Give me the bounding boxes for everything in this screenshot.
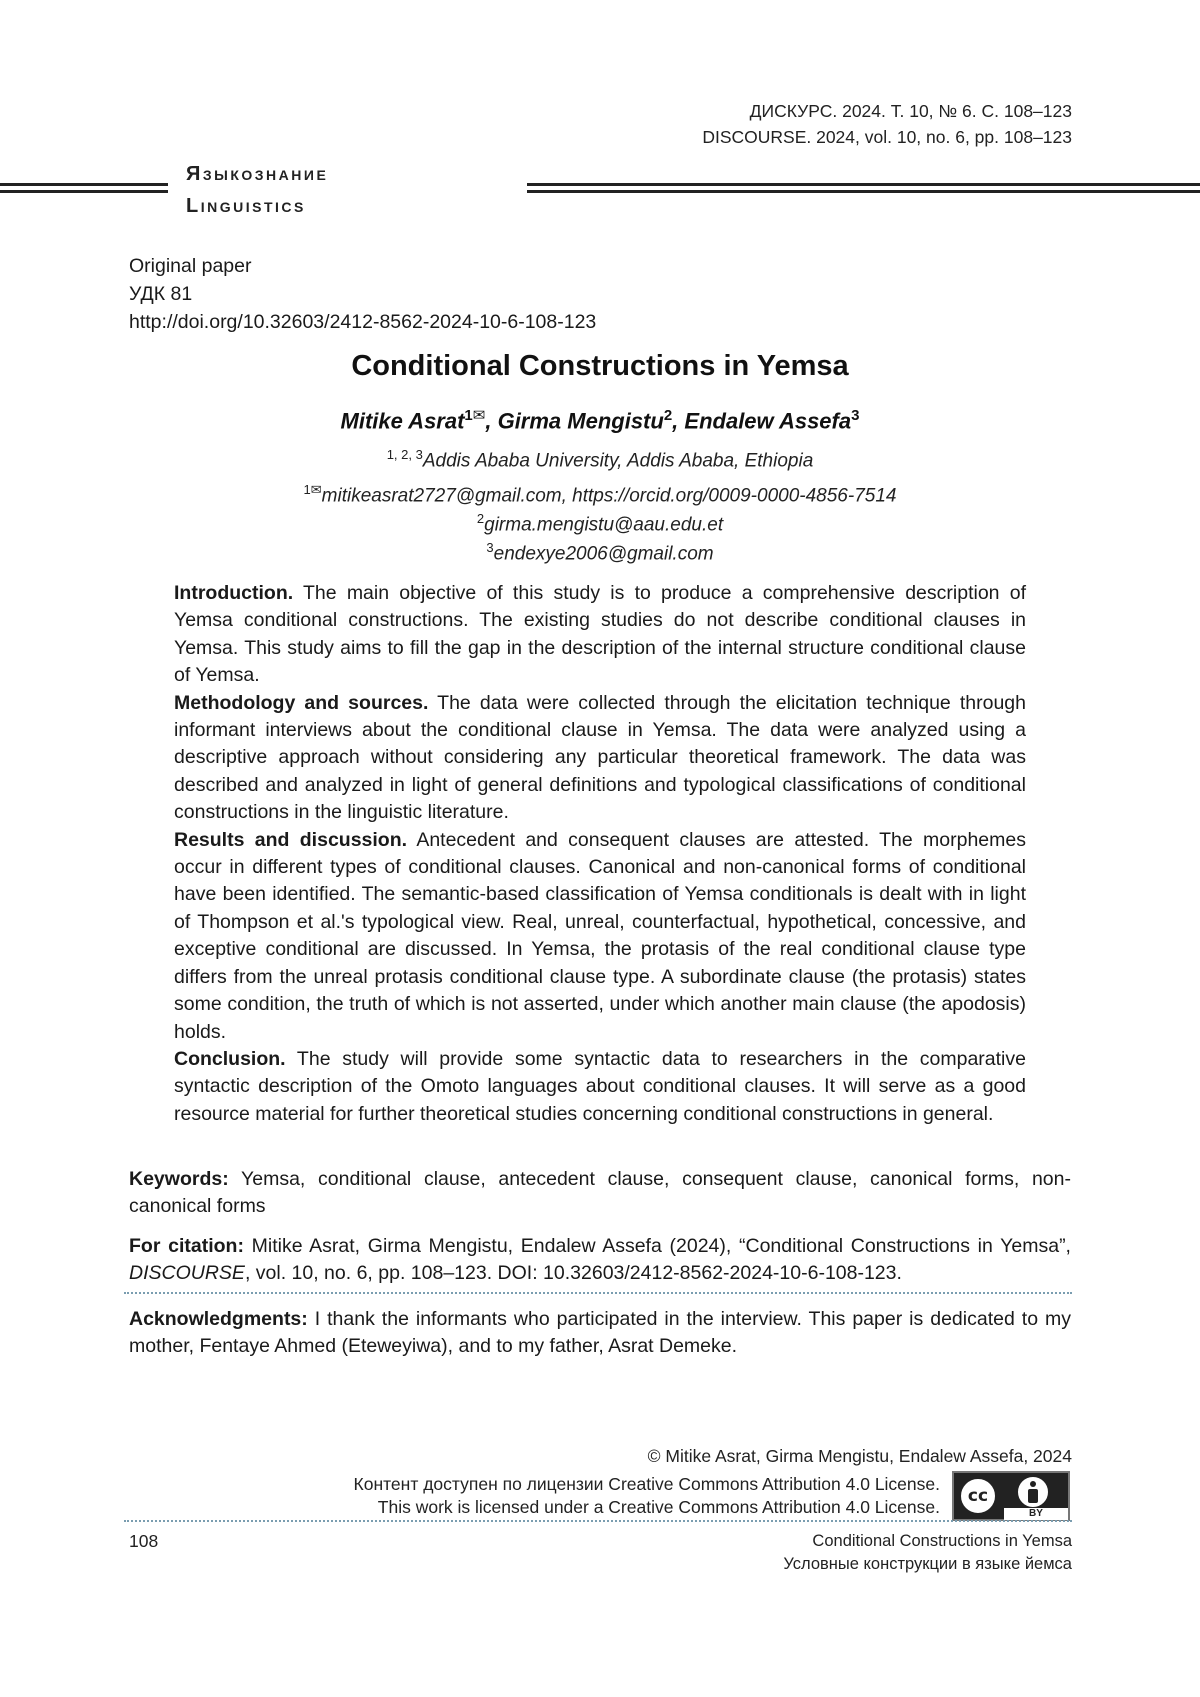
author-2-marker: 2	[663, 407, 673, 424]
author-2-contact	[0, 511, 1200, 536]
page-number: 108	[129, 1531, 159, 1551]
email-2-link[interactable]: girma.mengistu@aau.edu.et	[484, 514, 724, 536]
author-1: Mitike Asrat	[340, 408, 465, 434]
acknowledgments-label: Acknowledgments:	[129, 1308, 308, 1330]
abstract-conclusion	[174, 1046, 1026, 1128]
keywords-text: Yemsa, conditional clause, antecedent clause, consequent clause, canonical forms, non-canonical forms	[129, 1168, 1071, 1217]
citation	[129, 1233, 1071, 1287]
paper-title: Conditional Constructions in Yemsa	[351, 350, 849, 382]
citation-divider	[124, 1292, 1072, 1294]
author-separator: ,	[672, 408, 685, 434]
results-label: Results and discussion.	[174, 828, 408, 851]
abstract	[174, 580, 1026, 1128]
affiliation	[0, 447, 1200, 472]
citation-text-b: , vol. 10, no. 6, pp. 108–123. DOI: 10.32603/2412-8562-2024-10-6-108-123.	[244, 1262, 902, 1284]
by-label: BY	[1004, 1508, 1068, 1520]
cc-by-license-badge[interactable]	[952, 1471, 1070, 1521]
author-list	[0, 406, 1200, 434]
running-title-en: Conditional Constructions in Yemsa	[812, 1532, 1072, 1550]
section-heading	[186, 158, 328, 222]
author-3: Endalew Assefa	[684, 408, 852, 434]
conclusion-text: The study will provide some syntactic data to researchers in the comparative syntactic description of the Omoto languages about conditional clauses. It will serve as a good resource material for further theoretical studies concerning conditional constructions in general.	[174, 1047, 1026, 1125]
journal-ru: ДИСКУРС. 2024. Т. 10, № 6. С. 108–123	[749, 101, 1072, 121]
email-1-link[interactable]: mitikeasrat2727@gmail.com, https://orcid.org/0009-0000-4856-7514	[321, 485, 897, 507]
citation-text-a: Mitike Asrat, Girma Mengistu, Endalew Assefa (2024), “Conditional Constructions in Yemsa”,	[243, 1235, 1071, 1257]
author-3-contact	[0, 540, 1200, 565]
journal-en: DISCOURSE. 2024, vol. 10, no. 6, pp. 108–123	[702, 127, 1072, 147]
email-3-marker: 3	[486, 540, 494, 555]
header-rule-right	[527, 183, 1200, 193]
methodology-text: The data were collected through the elicitation technique through informant interviews about the conditional clause in Yemsa. The data were analyzed using a descriptive approach without considering any particular theoretical framework. The data was described and analyzed in light of general definitions and typological classifications of conditional constructions in the linguistic literature.	[174, 691, 1027, 824]
email-3-link[interactable]: endexye2006@gmail.com	[493, 543, 714, 565]
license-en: This work is licensed under a Creative Commons Attribution 4.0 License.	[377, 1497, 940, 1517]
header-rule-left	[0, 183, 168, 193]
email-2-marker: 2	[476, 511, 485, 526]
doi-link[interactable]: http://doi.org/10.32603/2412-8562-2024-10-6-108-123	[129, 311, 597, 333]
paper-type: Original paper	[129, 255, 252, 277]
running-title-ru: Условные конструкции в языке йемса	[783, 1555, 1072, 1573]
udc-code: УДК 81	[129, 283, 193, 305]
cc-icon: cc	[959, 1477, 997, 1515]
author-3-marker: 3	[851, 407, 860, 424]
acknowledgments	[129, 1306, 1071, 1360]
paper-meta	[129, 252, 596, 336]
author-separator: ,	[485, 408, 498, 434]
abstract-results	[174, 827, 1026, 1046]
methodology-label: Methodology and sources.	[174, 691, 429, 714]
footer-divider	[124, 1520, 1072, 1522]
author-1-contact	[0, 482, 1200, 507]
acknowledgments-text: I thank the informants who participated in the interview. This paper is dedicated to my mother, Fentaye Ahmed (Eteweyiwa), and to my father, Asrat Demeke.	[129, 1308, 1071, 1357]
copyright-notice: © Mitike Asrat, Girma Mengistu, Endalew Assefa, 2024	[647, 1446, 1072, 1466]
attribution-icon	[1016, 1475, 1050, 1509]
journal-citation-header	[702, 98, 1072, 150]
author-1-marker: 1✉	[464, 407, 486, 424]
citation-journal: DISCOURSE	[129, 1262, 245, 1284]
keywords	[129, 1166, 1071, 1220]
license-ru: Контент доступен по лицензии Creative Commons Attribution 4.0 License.	[353, 1474, 940, 1494]
conclusion-label: Conclusion.	[174, 1047, 286, 1070]
citation-label: For citation:	[129, 1235, 244, 1257]
email-1-marker: 1✉	[303, 482, 322, 497]
section-en: Linguistics	[186, 195, 306, 217]
abstract-introduction	[174, 580, 1026, 690]
results-text: Antecedent and consequent clauses are attested. The morphemes occur in different types of conditional clauses. Canonical and non-canonical forms of conditional have been identified. The semantic-based classification of Yemsa conditionals is dealt with in light of Thompson et al.'s typological view. Real, unreal, counterfactual, hypothetical, concessive, and exceptive conditional are discussed. In Yemsa, the protasis of the real conditional clause type differs from the unreal protasis conditional clause type. A subordinate clause (the protasis) states some condition, the truth of which is not asserted, under which another main clause (the apodosis) holds.	[174, 828, 1026, 1043]
abstract-methodology	[174, 690, 1026, 827]
section-ru: Языкознание	[186, 163, 329, 185]
introduction-text: The main objective of this study is to produce a comprehensive description of Yemsa conditional constructions. The existing studies do not describe conditional clauses in Yemsa. This study aims to fill the gap in the description of the internal structure conditional clause of Yemsa.	[174, 582, 1026, 687]
introduction-label: Introduction.	[174, 582, 294, 604]
author-2: Girma Mengistu	[497, 408, 664, 434]
keywords-label: Keywords:	[129, 1168, 229, 1190]
affiliation-marker: 1, 2, 3	[386, 447, 423, 462]
affiliation-text: Addis Ababa University, Addis Ababa, Ethiopia	[422, 450, 814, 472]
